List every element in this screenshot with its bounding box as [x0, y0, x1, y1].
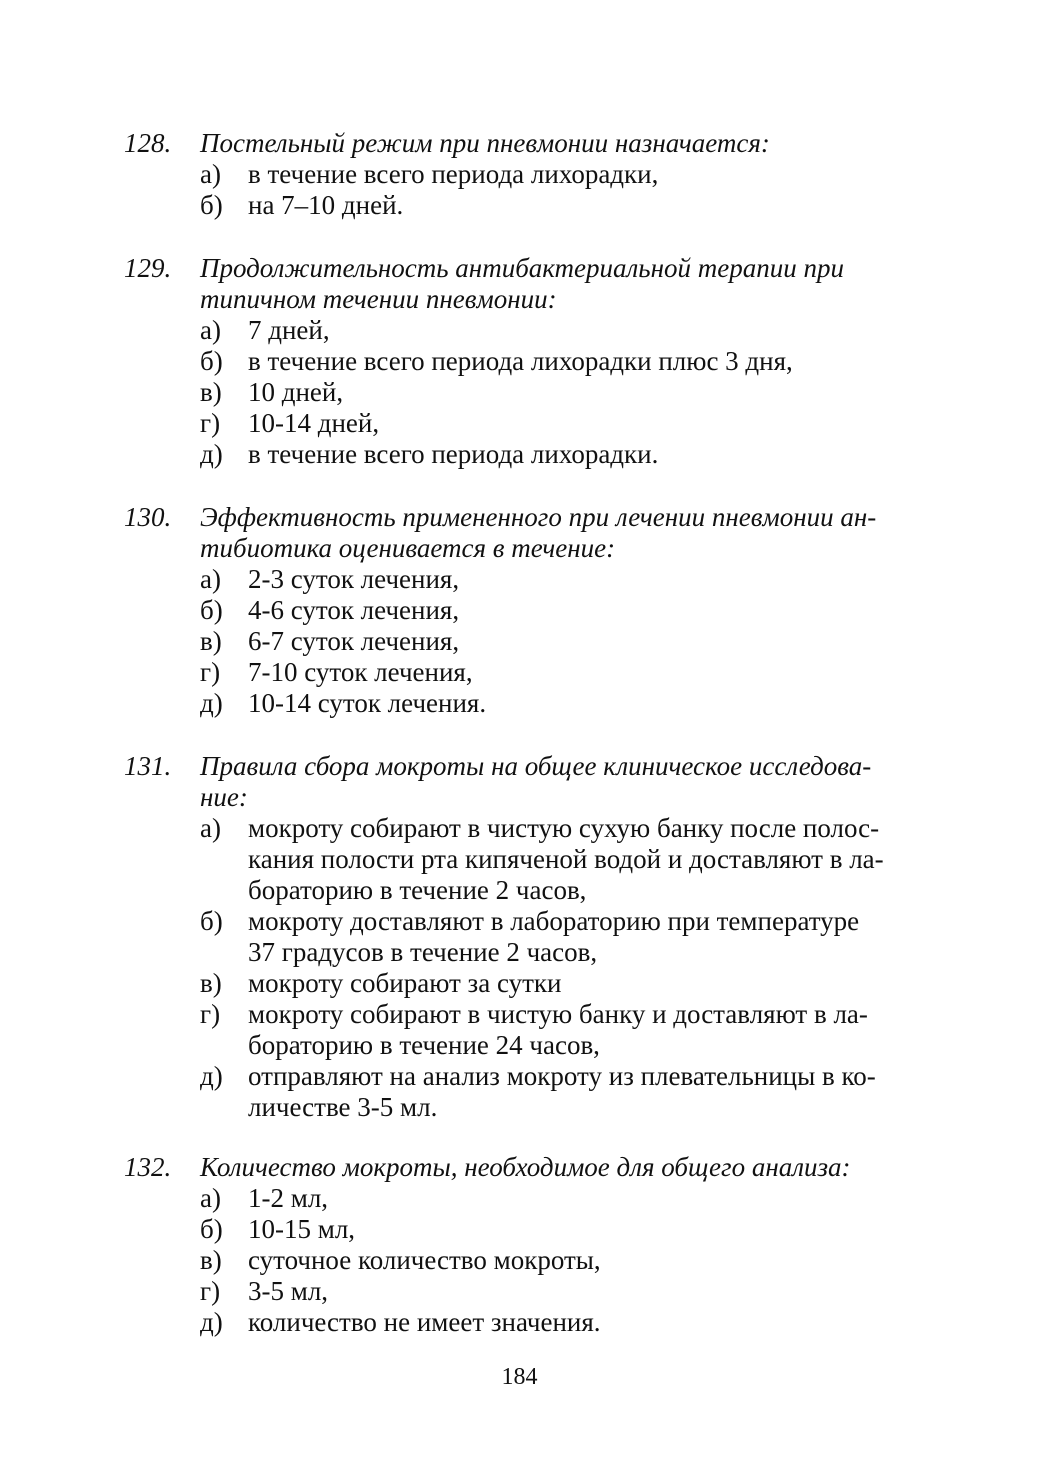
answer-option — [124, 408, 914, 439]
answer-option — [124, 657, 914, 688]
answer-letter: г) — [200, 999, 221, 1029]
answer-text-line: личестве 3-5 мл. — [248, 1092, 438, 1122]
answer-option — [124, 626, 914, 657]
question-text-line: Постельный режим при пневмонии назначается: — [200, 128, 770, 158]
answer-letter: б) — [200, 1214, 223, 1244]
answer-option — [124, 595, 914, 626]
answer-letter: б) — [200, 346, 223, 376]
question-block — [124, 253, 914, 470]
answer-option — [124, 159, 914, 190]
answer-text-line: 6-7 суток лечения, — [248, 626, 460, 656]
answer-option — [124, 906, 914, 968]
answer-text-line: в течение всего периода лихорадки. — [248, 439, 659, 469]
question-text-line: Эффективность примененного при лечении пневмонии ан- — [200, 502, 877, 532]
answer-text-line: 37 градусов в течение 2 часов, — [248, 937, 598, 967]
question-header — [124, 751, 914, 813]
answer-text-line: 2-3 суток лечения, — [248, 564, 460, 594]
answer-list — [124, 315, 914, 470]
answer-text-line: 10 дней, — [248, 377, 344, 407]
answer-text-line: бораторию в течение 2 часов, — [248, 875, 587, 905]
answer-letter: а) — [200, 813, 221, 843]
answer-text-line: суточное количество мокроты, — [248, 1245, 601, 1275]
answer-option — [124, 439, 914, 470]
answer-letter: б) — [200, 190, 223, 220]
answer-option — [124, 1061, 914, 1123]
question-block — [124, 1152, 914, 1338]
answer-letter: в) — [200, 626, 222, 656]
answer-letter: д) — [200, 1061, 223, 1091]
answer-text-line: 10-14 дней, — [248, 408, 380, 438]
answer-text-line: на 7–10 дней. — [248, 190, 404, 220]
question-number: 129. — [124, 253, 172, 283]
answer-text-line: 1-2 мл, — [248, 1183, 329, 1213]
answer-text-line: мокроту собирают в чистую банку и доставляют в ла- — [248, 999, 868, 1029]
question-text-line: Продолжительность антибактериальной терапии при — [200, 253, 844, 283]
answer-list — [124, 564, 914, 719]
question-block — [124, 128, 914, 221]
answer-text-line: количество не имеет значения. — [248, 1307, 601, 1337]
page-number: 184 — [501, 1364, 538, 1390]
answer-option — [124, 1276, 914, 1307]
answer-option — [124, 813, 914, 906]
answer-option — [124, 688, 914, 719]
answer-letter: д) — [200, 688, 223, 718]
answer-letter: в) — [200, 1245, 222, 1275]
answer-text-line: мокроту собирают в чистую сухую банку после полос- — [248, 813, 880, 843]
answer-option — [124, 1214, 914, 1245]
answer-text-line: 7-10 суток лечения, — [248, 657, 473, 687]
question-header — [124, 253, 914, 315]
answer-text-line: в течение всего периода лихорадки плюс 3 дня, — [248, 346, 793, 376]
answer-text-line: 10-15 мл, — [248, 1214, 356, 1244]
answer-letter: д) — [200, 439, 223, 469]
question-text-line: Правила сбора мокроты на общее клиническое исследова- — [200, 751, 872, 781]
answer-list — [124, 159, 914, 221]
answer-option — [124, 190, 914, 221]
question-number: 131. — [124, 751, 172, 781]
answer-option — [124, 377, 914, 408]
answer-text-line: в течение всего периода лихорадки, — [248, 159, 659, 189]
answer-text-line: бораторию в течение 24 часов, — [248, 1030, 600, 1060]
answer-letter: а) — [200, 159, 221, 189]
question-text-line: Количество мокроты, необходимое для общего анализа: — [200, 1152, 851, 1182]
answer-list — [124, 1183, 914, 1338]
answer-letter: б) — [200, 595, 223, 625]
answer-text-line: отправляют на анализ мокроту из плевательницы в ко- — [248, 1061, 876, 1091]
answer-text-line: мокроту доставляют в лабораторию при температуре — [248, 906, 860, 936]
answer-text-line: 3-5 мл, — [248, 1276, 329, 1306]
answer-text-line: кания полости рта кипяченой водой и доставляют в ла- — [248, 844, 884, 874]
question-number: 128. — [124, 128, 172, 158]
question-block — [124, 751, 914, 1123]
question-header — [124, 502, 914, 564]
question-text-line: тибиотика оценивается в течение: — [200, 533, 616, 563]
question-header — [124, 1152, 914, 1183]
answer-option — [124, 564, 914, 595]
answer-letter: а) — [200, 1183, 221, 1213]
question-header — [124, 128, 914, 159]
answer-letter: д) — [200, 1307, 223, 1337]
answer-letter: а) — [200, 315, 221, 345]
answer-option — [124, 1245, 914, 1276]
answer-option — [124, 1183, 914, 1214]
answer-letter: б) — [200, 906, 223, 936]
answer-letter: в) — [200, 968, 222, 998]
question-block — [124, 502, 914, 719]
answer-text-line: 7 дней, — [248, 315, 330, 345]
answer-option — [124, 315, 914, 346]
answer-letter: а) — [200, 564, 221, 594]
question-number: 130. — [124, 502, 172, 532]
answer-option — [124, 346, 914, 377]
answer-letter: г) — [200, 657, 221, 687]
answer-option — [124, 1307, 914, 1338]
answer-option — [124, 999, 914, 1061]
answer-option — [124, 968, 914, 999]
answer-letter: г) — [200, 1276, 221, 1306]
answer-text-line: 10-14 суток лечения. — [248, 688, 487, 718]
question-text-line: типичном течении пневмонии: — [200, 284, 557, 314]
answer-letter: г) — [200, 408, 221, 438]
question-text-line: ние: — [200, 782, 248, 812]
answer-text-line: мокроту собирают за сутки — [248, 968, 562, 998]
answer-list — [124, 813, 914, 1123]
answer-letter: в) — [200, 377, 222, 407]
answer-text-line: 4-6 суток лечения, — [248, 595, 460, 625]
question-number: 132. — [124, 1152, 172, 1182]
